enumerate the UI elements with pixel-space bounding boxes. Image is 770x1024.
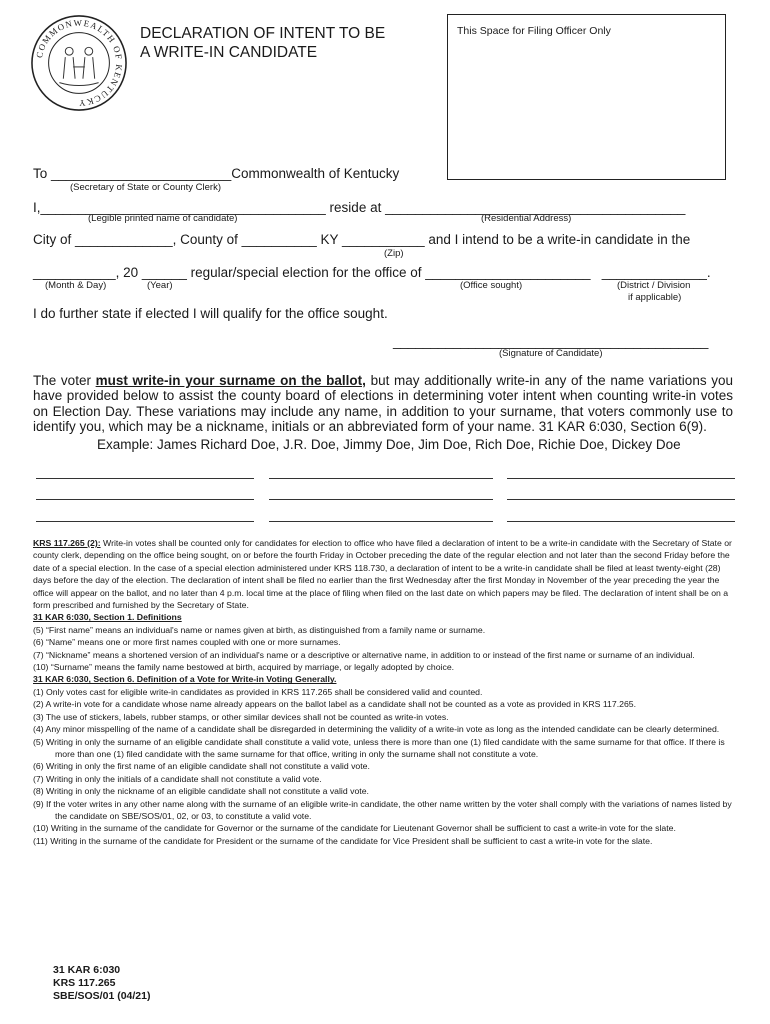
election-date-line[interactable]: ___________, 20 ______ regular/special election for the office of ______________________ ______________.	[33, 265, 711, 280]
name-variation-line[interactable]	[36, 521, 254, 522]
to-line[interactable]: To ________________________Commonwealth of Kentucky	[33, 166, 400, 181]
filing-officer-box	[447, 14, 726, 180]
krs-text: Write-in votes shall be counted only for candidates for election to office who have filed a declaration of intent to be a write-in candidate with the Secretary of State or county clerk, depending on the office being sought, on or before the fourth Friday in October preceding the date of the regular election and not later than the second Friday before the date of a special election. In the case of a special election administered under KRS 118.730, a declaration of intent to be a write-in candidate shall be filed at least twenty-eight (28) days before the day of the election. The declaration of intent shall be filed no earlier than the first Wednesday after the first Monday in November of the year preceding the year the office will appear on the ballot, and no later than 4 p.m. local time at the place of filing when filed on the last date on which papers may be filed. The declaration of intent shall be on a form prescribed and furnished by the Secretary of State.	[33, 538, 732, 611]
footer-form-id: SBE/SOS/01 (04/21)	[53, 990, 151, 1002]
name-variation-line[interactable]	[507, 521, 735, 522]
section-1-heading: 31 KAR 6:030, Section 1. Definitions	[33, 612, 182, 623]
name-variation-line[interactable]	[36, 478, 254, 479]
definition-item: (10) “Surname” means the family name bestowed at birth, acquired by marriage, or legally adopted by choice.	[33, 662, 455, 673]
vote-rule-item: (7) Writing in only the initials of a candidate shall not constitute a valid vote.	[33, 773, 322, 784]
zip-caption: (Zip)	[384, 248, 404, 259]
address-caption: (Residential Address)	[481, 213, 572, 224]
signature-caption: (Signature of Candidate)	[499, 348, 603, 359]
section-6-heading: 31 KAR 6:030, Section 6. Definition of a Vote for Write-in Voting Generally.	[33, 674, 337, 685]
name-example: Example: James Richard Doe, J.R. Doe, Jimmy Doe, Jim Doe, Rich Doe, Richie Doe, Dickey Doe	[97, 437, 681, 452]
voter-notice-prefix: The voter	[33, 373, 96, 388]
name-variation-line[interactable]	[269, 499, 493, 500]
form-title-line-1: DECLARATION OF INTENT TO BE	[140, 25, 386, 42]
vote-rule-item: (1) Only votes cast for eligible write-in candidates as provided in KRS 117.265 shall be considered valid and counted.	[33, 686, 483, 697]
vote-rule-item: (3) The use of stickers, labels, rubber stamps, or other similar devices shall not be counted as write-in votes.	[33, 711, 449, 722]
svg-text:COMMONWEALTH OF KENTUCKY: COMMONWEALTH OF KENTUCKY	[34, 17, 125, 109]
name-variation-line[interactable]	[507, 478, 735, 479]
year-caption: (Year)	[147, 280, 173, 291]
form-title	[140, 24, 385, 62]
voter-notice-emphasis: must write-in your surname on the ballot,	[95, 373, 366, 388]
voter-notice-text: but may additionally write-in any of the name variations you have provided below to assist the county board of elections in determining voter intent when counting write-in votes on Election Day. These variations may include any name, in addition to your surname, that voters commonly use to identify you, which may be a nickname, initials or an abbreviated form of your name. 31 KAR 6:030, Section 6(9).	[33, 373, 734, 435]
krs-heading: KRS 117.265 (2):	[33, 538, 101, 548]
form-footer	[53, 964, 150, 1003]
name-variation-line[interactable]	[269, 478, 493, 479]
vote-rule-item: (9) If the voter writes in any other name along with the surname of an eligible write-in candidate, the other name written by the voter shall comply with the variations of names listed by the candidate on SBE/SOS/01, 02, or 03, to constitute a valid vote.	[33, 798, 732, 821]
definition-item: (6) “Name” means one or more first names coupled with one or more surnames.	[33, 637, 341, 648]
legal-text	[33, 537, 735, 847]
name-variation-line[interactable]	[269, 521, 493, 522]
name-caption: (Legible printed name of candidate)	[88, 213, 238, 224]
footer-krs: KRS 117.265	[53, 977, 116, 989]
city-county-line[interactable]: City of _____________, County of __________ KY ___________ and I intend to be a write-in candidate in the	[33, 232, 691, 247]
vote-rule-item: (4) Any minor misspelling of the name of a candidate shall be disregarded in determining the validity of a write-in vote as long as the intended candidate can be clearly determined.	[33, 724, 720, 735]
office-caption: (Office sought)	[460, 280, 523, 291]
voter-notice	[33, 373, 733, 435]
footer-kar: 31 KAR 6:030	[53, 964, 121, 976]
name-residence-line[interactable]: I,______________________________________ reside at ________________________________________	[33, 200, 686, 215]
commonwealth-seal-icon	[30, 14, 128, 112]
qualify-statement: I do further state if elected I will qualify for the office sought.	[33, 306, 388, 321]
month-day-caption: (Month & Day)	[45, 280, 107, 291]
name-variation-line[interactable]	[36, 499, 254, 500]
definition-item: (7) “Nickname” means a shortened version of an individual's name or a descriptive or alternative name, in addition to or instead of the first name or surname of an individual.	[33, 649, 695, 660]
to-caption: (Secretary of State or County Clerk)	[70, 182, 221, 193]
district-caption-2: if applicable)	[628, 292, 682, 303]
vote-rule-item: (5) Writing in only the surname of an eligible candidate shall constitute a valid vote, unless there is more than one (1) filed candidate with the same surname for that office. If there is more than one (1) filed candidate with the same surname for that office, writing in only the surname shall not constitute a vote.	[33, 736, 725, 759]
form-title-line-2: A WRITE-IN CANDIDATE	[140, 44, 318, 61]
krs-paragraph	[33, 537, 735, 611]
vote-rule-item: (6) Writing in only the first name of an eligible candidate shall not constitute a valid vote.	[33, 761, 370, 772]
district-caption: (District / Division	[617, 280, 691, 291]
signature-line[interactable]: __________________________________________	[393, 334, 709, 349]
vote-rule-item: (11) Writing in the surname of the candidate for President or the surname of the candidate for Vice President shall be sufficient to cast a write-in vote for the slate.	[33, 835, 653, 846]
definition-item: (5) “First name” means an individual's name or names given at birth, as distinguished from a family name or surname.	[33, 624, 486, 635]
vote-rule-item: (8) Writing in only the nickname of an eligible candidate shall not constitute a valid vote.	[33, 786, 369, 797]
vote-rule-item: (2) A write-in vote for a candidate whose name already appears on the ballot label as a candidate shall not be counted as a vote as provided in KRS 117.265.	[33, 699, 637, 710]
filing-officer-label: This Space for Filing Officer Only	[457, 25, 611, 37]
name-variation-line[interactable]	[507, 499, 735, 500]
vote-rule-item: (10) Writing in the surname of the candidate for Governor or the surname of the candidate for Lieutenant Governor shall be sufficient to cast a write-in vote for the slate.	[33, 823, 676, 834]
